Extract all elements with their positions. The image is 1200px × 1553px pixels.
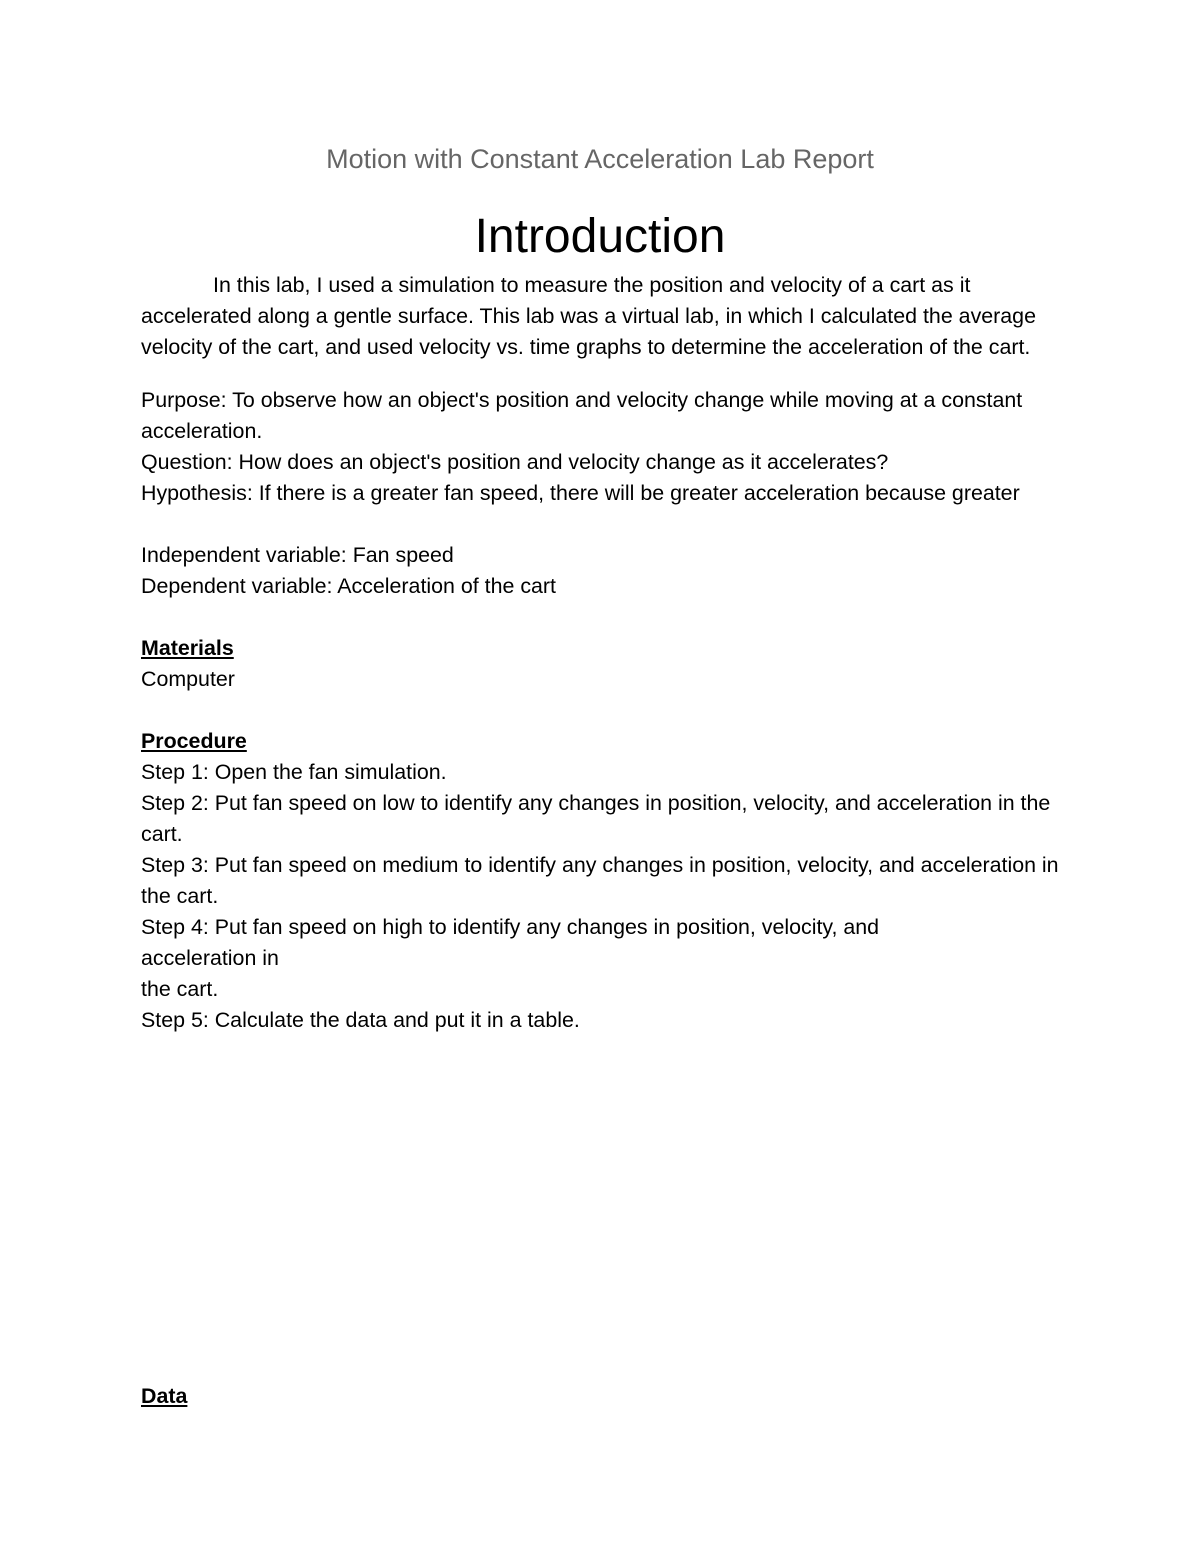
hypothesis-text: Hypothesis: If there is a greater fan speed, there will be greater acceleration because greater <box>141 481 1020 505</box>
spacer <box>141 695 1061 726</box>
materials-item: Computer <box>141 667 235 691</box>
document-body <box>141 270 1061 1036</box>
dependent-variable-text: Dependent variable: Acceleration of the cart <box>141 574 556 598</box>
procedure-step: Step 1: Open the fan simulation. <box>141 760 447 784</box>
procedure-step: Step 3: Put fan speed on medium to identify any changes in position, velocity, and acceleration in the cart. <box>141 853 1059 908</box>
data-heading: Data <box>141 1384 188 1408</box>
question-text: Question: How does an object's position and velocity change as it accelerates? <box>141 450 889 474</box>
procedure-step: Step 2: Put fan speed on low to identify any changes in position, velocity, and acceleration in the cart. <box>141 791 1051 846</box>
spacer <box>141 602 1061 633</box>
procedure-step: Step 4: Put fan speed on high to identify any changes in position, velocity, and acceleration in <box>141 915 880 970</box>
procedure-step: Step 5: Calculate the data and put it in a table. <box>141 1008 580 1032</box>
spacer <box>141 363 1061 385</box>
procedure-heading: Procedure <box>141 729 247 753</box>
purpose-text: Purpose: To observe how an object's position and velocity change while moving at a constant acceleration. <box>141 388 1023 443</box>
introduction-heading: Introduction <box>474 210 726 263</box>
procedure-step-continuation: the cart. <box>141 977 219 1001</box>
intro-paragraph: In this lab, I used a simulation to measure the position and velocity of a cart as it accelerated along a gentle surface. This lab was a virtual lab, in which I calculated the average velocity of the cart, and used velocity vs. time graphs to determine the acceleration of the cart. <box>141 273 1036 359</box>
spacer <box>141 509 1061 540</box>
materials-heading: Materials <box>141 636 234 660</box>
independent-variable-text: Independent variable: Fan speed <box>141 543 454 567</box>
document-title: Motion with Constant Acceleration Lab Report <box>326 144 874 174</box>
